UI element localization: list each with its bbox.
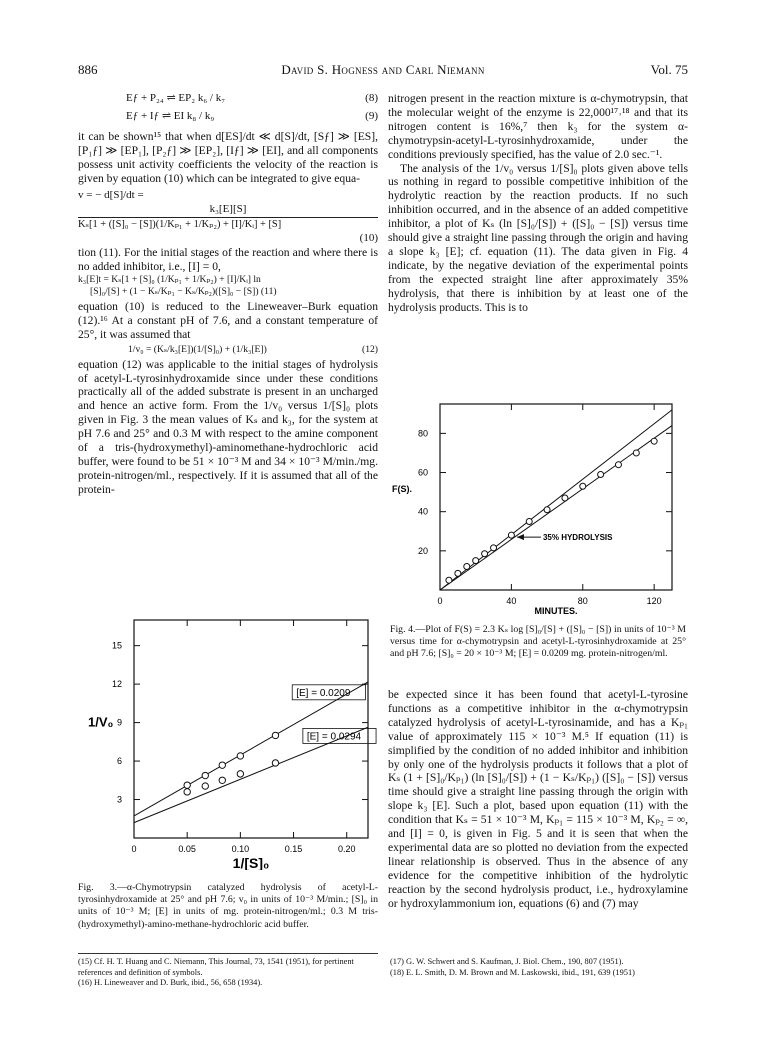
- data-point: [202, 783, 208, 789]
- left-column-text: [78, 92, 378, 497]
- data-point: [562, 495, 568, 501]
- right-column-lower-text: [388, 688, 688, 911]
- x-tick-label: 80: [577, 596, 588, 606]
- x-tick-label: 0.15: [284, 844, 303, 854]
- figure-3-caption: Fig. 3.—α-Chymotrypsin catalyzed hydrolysis of acetyl-L-tyrosinhydroxamide at 25° and pH 7.6; v₀ in units of 10⁻³ M/min.; [S]₀ in units of 10⁻³ M; [E] in units of mg. protein-nitrogen/ml.; 0.3 M tris-(hydroxymethyl)-amino-methane-hydrochloric acid buffer.: [78, 882, 378, 930]
- y-tick-label: 12: [111, 679, 122, 690]
- figure-4-caption: Fig. 4.—Plot of F(S) = 2.3 Kₛ log [S]₀/[S] + ([S]₀ − [S]) in units of 10⁻³ M versus time for α-chymotrypsin and acetyl-L-tyrosinhydroxamide at 25° and pH 7.6; [S]₀ = 20 × 10⁻³ M; [E] = 0.0209 mg. protein-nitrogen/ml.: [390, 624, 686, 660]
- x-tick-label: 0: [131, 844, 137, 854]
- footnotes-left: (15) Cf. H. T. Huang and C. Niemann, This Journal, 73, 1541 (1951), for pertinent references and definition of symbols. (16) H. Lineweaver and D. Burk, ibid., 56, 658 (1934).: [78, 957, 354, 988]
- equation-12: [78, 344, 378, 356]
- page-number: 886: [78, 62, 98, 77]
- paragraph-lineweaver: equation (10) is reduced to the Lineweaver–Burk equation (12).¹⁶ At a constant pH of 7.6, and a constant temperature of 25°, it was assumed that: [78, 299, 378, 341]
- data-point: [202, 772, 208, 778]
- data-point: [464, 564, 470, 570]
- data-point: [219, 777, 225, 783]
- figure-4-plot: [392, 404, 672, 616]
- data-point: [446, 577, 452, 583]
- x-tick-label: 40: [506, 596, 517, 606]
- x-tick-label: 0.05: [178, 844, 196, 854]
- equation-11-line-b: [S]₀/[S] + (1 − Kₛ/Kₚ₁ − Kₛ/Kₚ₂)([S]₀ − [S]) (11): [90, 285, 277, 297]
- plot-frame: [134, 620, 368, 838]
- equation-8-body: Eƒ + P₂₄ ⇌ EP₂ k₆ / k₇: [126, 92, 226, 104]
- equation-12-body: 1/v₀ = (Kₛ/k₃[E])(1/[S]₀) + (1/k₃[E]): [128, 343, 267, 355]
- fit-line: [134, 682, 368, 816]
- right-column-text: [388, 92, 688, 315]
- data-point: [482, 551, 488, 557]
- data-point: [473, 558, 479, 564]
- data-point: [272, 732, 278, 738]
- data-point: [651, 438, 657, 444]
- author-line: David S. Hogness and Carl Niemann: [281, 62, 485, 77]
- equation-9-body: Eƒ + Iƒ ⇌ EI k₈ / k₉: [126, 109, 215, 122]
- y-tick-label: 9: [116, 717, 122, 728]
- figure-4-chart: [392, 398, 682, 620]
- equation-8-number: (8): [365, 92, 378, 104]
- data-point: [598, 471, 604, 477]
- equation-11-line-a: k₃[E]t = Kₛ[1 + [S]₀ (1/Kₚ₁ + 1/Kₚ₂) + [I]/Kᵢ] ln: [78, 273, 261, 285]
- volume-label: Vol. 75: [650, 62, 688, 77]
- equation-10: [78, 189, 378, 246]
- running-header: [78, 62, 688, 78]
- data-point: [526, 518, 532, 524]
- data-point: [491, 545, 497, 551]
- series-label: [E] = 0.0294: [306, 731, 362, 743]
- equation-10-head: v = − d[S]/dt =: [78, 189, 144, 202]
- equation-10-numerator: k₃[E][S]: [209, 203, 247, 216]
- data-point: [508, 532, 514, 538]
- equation-12-number: (12): [362, 343, 378, 355]
- x-tick-label: 120: [646, 596, 662, 606]
- y-tick-label: 6: [116, 756, 122, 767]
- figure-3-plot: [88, 620, 376, 870]
- data-point: [615, 462, 621, 468]
- paragraph-velocity: it can be shown¹⁵ that when d[ES]/dt ≪ d[S]/dt, [Sƒ] ≫ [ES], [P₁ƒ] ≫ [EP₁], [P₂ƒ] ≫ [EP₂], [Iƒ] ≫ [EI], and all components possess unit activity coefficients the velocity of the reaction is given by equation (10) which can be integrated to give equa-: [78, 129, 378, 185]
- y-tick-label: 20: [417, 545, 428, 556]
- paragraph-analysis: The analysis of the 1/v₀ versus 1/[S]₀ plots given above tells us nothing in regard to possible competitive inhibition of the hydrolytic reaction by the reaction products. If no such inhibition occurred, and in the absence of an added competitive inhibitor, a plot of Kₛ (ln [S]₀/[S]) + ([S]₀ − [S]) versus time should give a straight line passing through the origin and having a slope k₃ [E]; cf. equation (11). The data given in Fig. 4 indicate, by the negative deviation of the experimental points from the expected straight line after approximately 35% hydrolysis, that there is inhibition by at least one of the hydrolysis products. This is to: [388, 161, 688, 314]
- data-point: [184, 782, 190, 788]
- equation-8: [78, 92, 378, 106]
- paragraph-constants: equation (12) was applicable to the initial stages of hydrolysis of acetyl-L-tyrosinhydroxamide since under these conditions practically all of the added substrate is present in an uncharged and hence an active form. From the 1/v₀ versus 1/[S]₀ plots given in Fig. 3 the mean values of Kₛ and k₃, for the system at pH 7.6 and 25° and 0.3 M with respect to the amine component of a tris-(hydroxymethyl)-aminomethane-hydrochloric acid buffer, were found to be 51 × 10⁻³ M and 34 × 10⁻³ M/min./mg. protein-nitrogen/ml., respectively. If it is assumed that all of the protein-: [78, 357, 378, 496]
- data-point: [272, 760, 278, 766]
- data-point: [237, 771, 243, 777]
- equation-9-number: (9): [365, 109, 378, 122]
- x-axis-label: MINUTES.: [534, 606, 578, 616]
- y-tick-label: 3: [116, 794, 122, 805]
- y-axis-label: 1/V₀: [88, 714, 114, 730]
- figure-3-chart: [86, 614, 382, 870]
- y-axis-label: F(S).: [392, 484, 412, 495]
- paragraph-inhibitor: be expected since it has been found that acetyl-L-tyrosine functions as a competitive inhibitor in the α-chymotrypsin catalyzed hydrolysis of acetyl-L-tyrosinamide, and has a Kₚ₁ value of approximately 115 × 10⁻³ M.⁵ If equation (11) is simplified by the condition of no added inhibitor and inhibition by only one of the hydrolysis products it follows that a plot of Kₛ (1 + [S]₀/Kₚ₁) (ln [S]₀/[S]) + (1 − Kₛ/Kₚ₁) ([S]₀ − [S]) versus time should give a straight line passing through the origin with slope k₃ [E]. Such a plot, based upon equation (11) with the condition that Kₛ = 51 × 10⁻³ M, Kₚ₁ = 115 × 10⁻³ M, Kₚ₂ = ∞, and [I] = 0, is given in Fig. 5 and it is seen that when the experimental data are so plotted no deviation from the expected linear relationship is observed. Thus in the absence of any evidence for the competitive inhibition of the hydrolytic reaction by the second hydrolysis product, i.e., hydroxylamine or hydroxylammonium ion, equations (6) and (7) may: [388, 688, 688, 910]
- equation-9: [78, 110, 378, 124]
- footnote-rule-left: [78, 953, 378, 954]
- data-point: [455, 570, 461, 576]
- equation-10-denominator: Kₛ[1 + ([S]₀ − [S])(1/Kₚ₁ + 1/Kₚ₂) + [I]/Kᵢ] + [S]: [78, 217, 378, 232]
- data-point: [633, 450, 639, 456]
- annotation-label: 35% HYDROLYSIS: [542, 533, 613, 543]
- data-point: [219, 762, 225, 768]
- footnotes-right: (17) G. W. Schwert and S. Kaufman, J. Biol. Chem., 190, 807 (1951). (18) E. L. Smith, D. M. Brown and M. Laskowski, ibid., 191, 639 (1951): [390, 957, 635, 977]
- y-tick-label: 60: [417, 467, 428, 478]
- x-tick-label: 0.20: [337, 844, 356, 854]
- y-tick-label: 80: [417, 428, 428, 439]
- series-label: [E] = 0.0209: [296, 687, 351, 699]
- x-tick-label: 0.10: [231, 844, 250, 854]
- paragraph-nitrogen: nitrogen present in the reaction mixture is α-chymotrypsin, that the molecular weight of the enzyme is 22,000¹⁷˒¹⁸ and that its nitrogen content is 16%,⁷ then k₃ for the system α-chymotrypsin-acetyl-L-tyrosinhydroxamide, under the conditions previously specified, has the value of 2.0 sec.⁻¹.: [388, 92, 688, 161]
- paragraph-initial-stages: tion (11). For the initial stages of the reaction and where there is no added inhibitor, i.e., [I] = 0,: [78, 246, 378, 273]
- y-tick-label: 40: [417, 506, 428, 517]
- y-tick-label: 15: [111, 640, 122, 651]
- data-point: [184, 789, 190, 795]
- x-tick-label: 0: [437, 596, 443, 606]
- data-point: [544, 507, 550, 513]
- data-point: [580, 483, 586, 489]
- equation-10-number: (10): [359, 232, 378, 245]
- x-axis-label: 1/[S]₀: [232, 855, 270, 870]
- data-point: [237, 753, 243, 759]
